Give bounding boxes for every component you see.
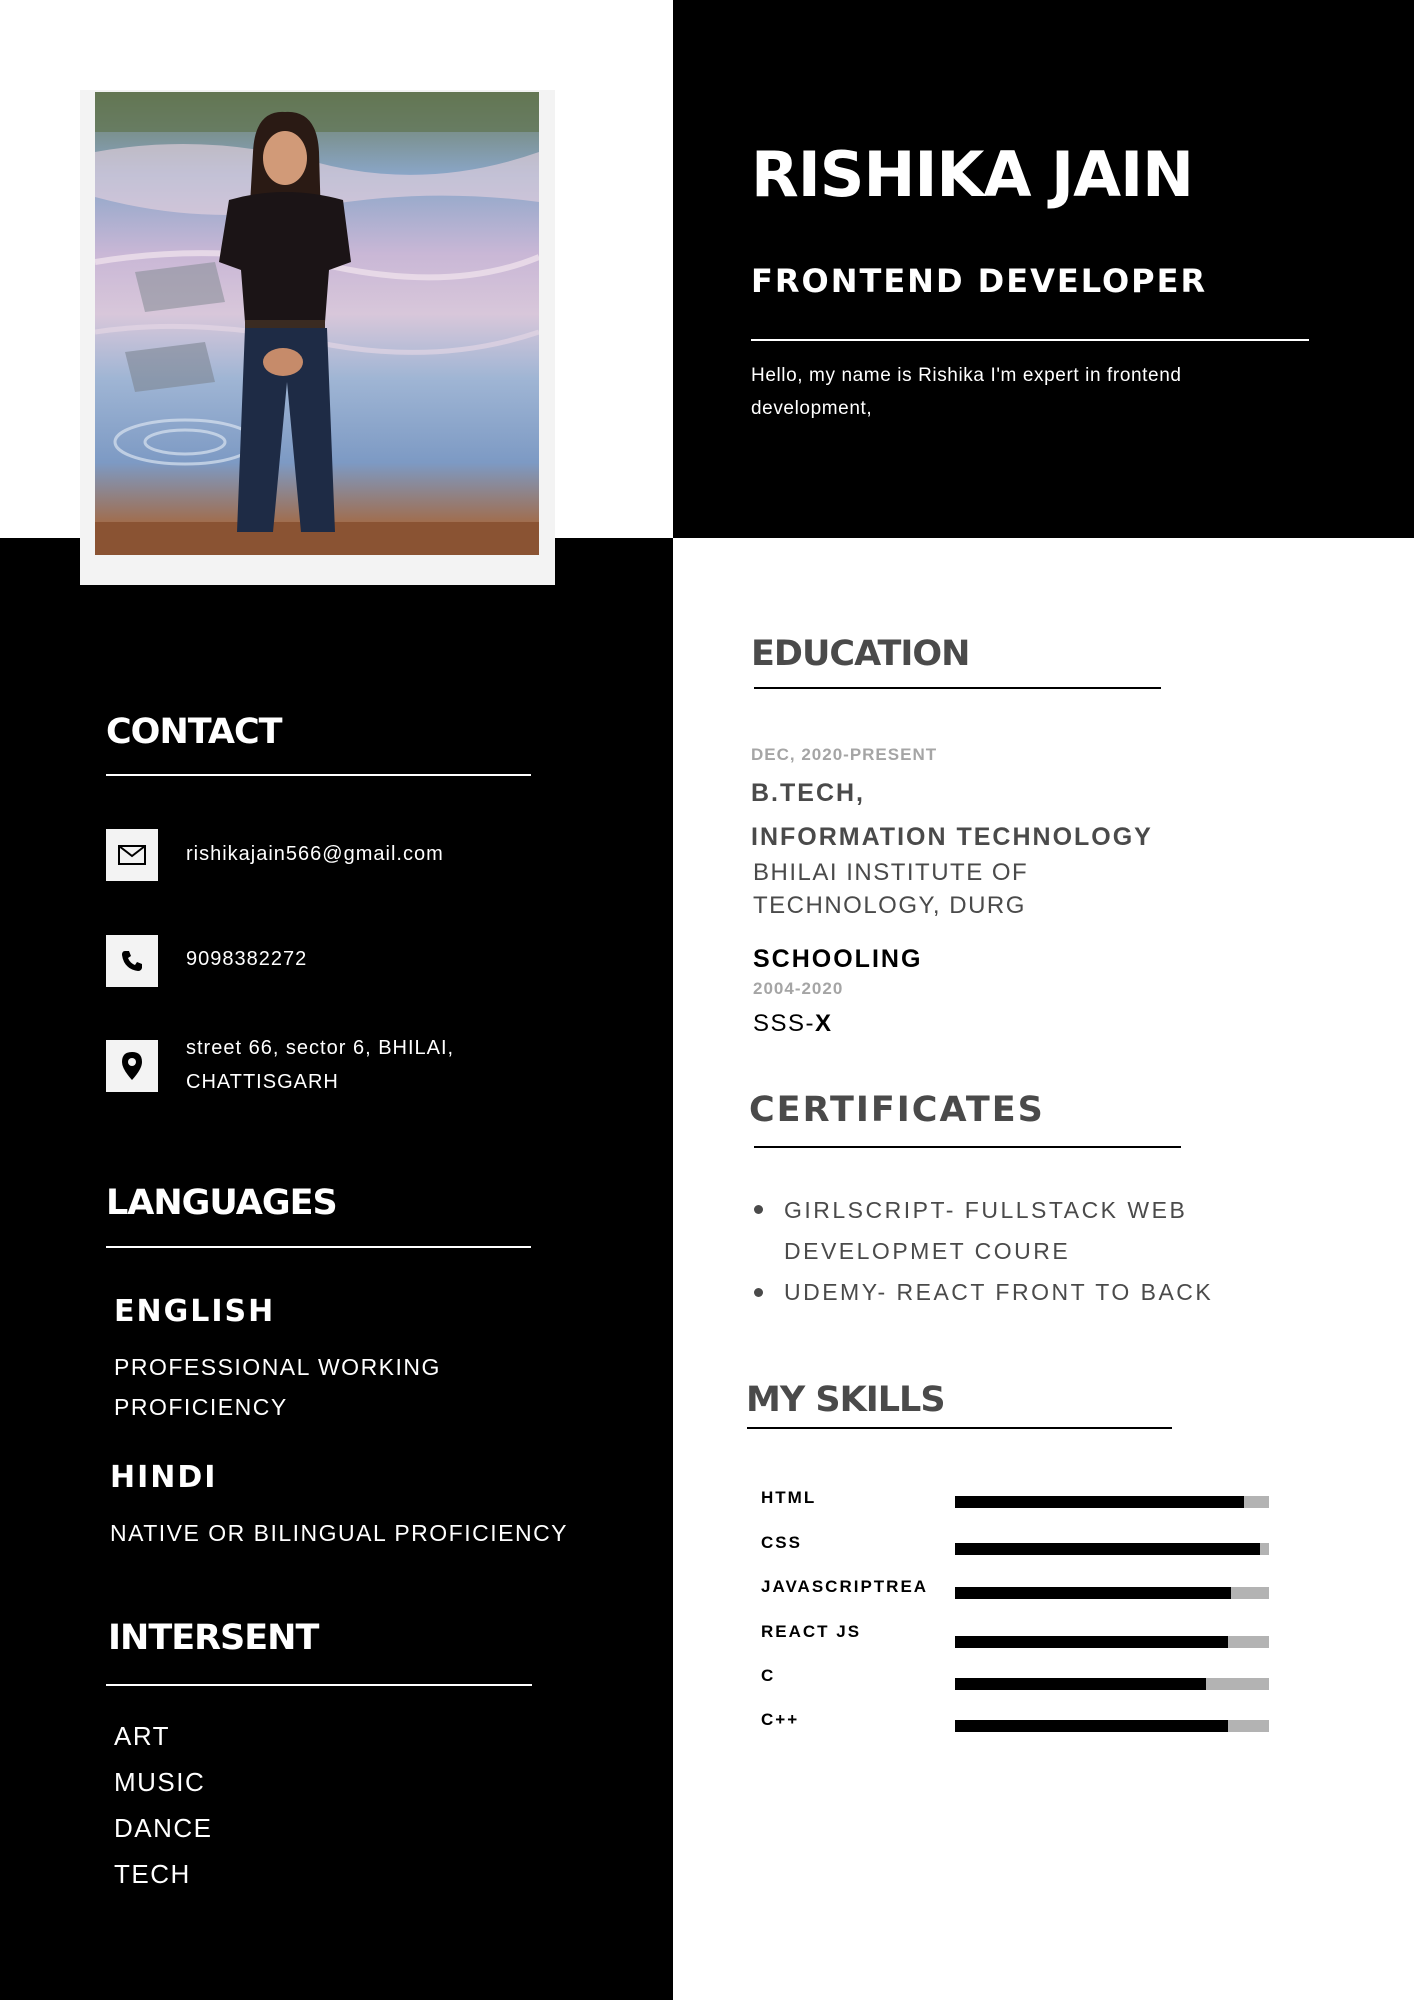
profile-photo <box>95 92 539 555</box>
skill-name: HTML <box>761 1488 817 1507</box>
certificates-heading: CERTIFICATES <box>749 1090 1045 1130</box>
skill-level-fill <box>955 1543 1260 1555</box>
sidebar-background <box>0 538 673 2000</box>
profile-photo-illustration <box>95 92 539 555</box>
certificates-divider <box>754 1146 1181 1148</box>
skills-heading: MY SKILLS <box>746 1380 945 1420</box>
education-degree-line2: INFORMATION TECHNOLOGY <box>751 823 1153 851</box>
location-pin-icon <box>106 1040 158 1092</box>
language-english: ENGLISH <box>114 1294 276 1329</box>
interest-item: MUSIC <box>114 1767 206 1797</box>
interest-item: DANCE <box>114 1813 213 1843</box>
contact-heading: CONTACT <box>106 712 282 752</box>
intro-text: Hello, my name is Rishika I'm expert in frontend development, <box>751 365 1182 419</box>
language-hindi: HINDI <box>110 1460 218 1495</box>
skill-level-fill <box>955 1678 1206 1690</box>
contact-address: street 66, sector 6, BHILAI, CHATTISGARH <box>186 1037 455 1093</box>
education-school: BHILAI INSTITUTE OF TECHNOLOGY, DURG <box>753 859 1029 919</box>
schooling-class-value: X <box>815 1010 833 1037</box>
schooling-class-prefix: SSS- <box>753 1010 816 1037</box>
schooling-heading: SCHOOLING <box>753 945 923 973</box>
mail-icon <box>106 829 158 881</box>
skill-level-bar <box>955 1636 1269 1648</box>
language-hindi-level: NATIVE OR BILINGUAL PROFICIENCY <box>110 1520 569 1546</box>
skill-name: C <box>761 1666 776 1685</box>
skill-level-bar <box>955 1543 1269 1555</box>
skill-level-fill <box>955 1720 1228 1732</box>
skill-name: JAVASCRIPTREA <box>761 1577 929 1596</box>
education-degree-line1: B.TECH, <box>751 779 865 807</box>
contact-phone[interactable]: 9098382272 <box>186 948 308 970</box>
interests-heading: INTERSENT <box>108 1618 319 1658</box>
skill-level-fill <box>955 1636 1228 1648</box>
interest-item: ART <box>114 1721 171 1751</box>
interest-item: TECH <box>114 1859 191 1889</box>
education-heading: EDUCATION <box>751 634 970 674</box>
skill-level-bar <box>955 1496 1269 1508</box>
skill-name: C++ <box>761 1710 800 1729</box>
schooling-class <box>753 1010 833 1038</box>
phone-icon <box>106 935 158 987</box>
contact-divider <box>106 774 531 776</box>
header-divider <box>751 339 1309 341</box>
skill-level-bar <box>955 1720 1269 1732</box>
education-degree <box>751 771 1153 859</box>
skill-level-fill <box>955 1496 1244 1508</box>
education-divider <box>754 687 1161 689</box>
education-date: DEC, 2020-PRESENT <box>751 745 938 764</box>
languages-divider <box>106 1246 531 1248</box>
skill-name: CSS <box>761 1533 802 1552</box>
skill-name: REACT JS <box>761 1622 862 1641</box>
certificate-bullet <box>754 1205 763 1214</box>
interests-divider <box>106 1684 532 1686</box>
certificate-item: UDEMY- REACT FRONT TO BACK <box>784 1279 1214 1305</box>
skill-level-fill <box>955 1587 1231 1599</box>
job-title: FRONTEND DEVELOPER <box>751 262 1208 300</box>
certificate-item: GIRLSCRIPT- FULLSTACK WEB DEVELOPMET COURE <box>784 1197 1188 1264</box>
language-english-level: PROFESSIONAL WORKING PROFICIENCY <box>114 1354 441 1420</box>
languages-heading: LANGUAGES <box>106 1183 337 1223</box>
contact-email[interactable]: rishikajain566@gmail.com <box>186 843 444 865</box>
skills-divider <box>747 1427 1172 1429</box>
skill-level-bar <box>955 1678 1269 1690</box>
candidate-name: RISHIKA JAIN <box>751 138 1194 211</box>
interests-list <box>114 1713 213 1897</box>
skill-level-bar <box>955 1587 1269 1599</box>
schooling-years: 2004-2020 <box>753 979 844 998</box>
certificate-bullet <box>754 1288 763 1297</box>
